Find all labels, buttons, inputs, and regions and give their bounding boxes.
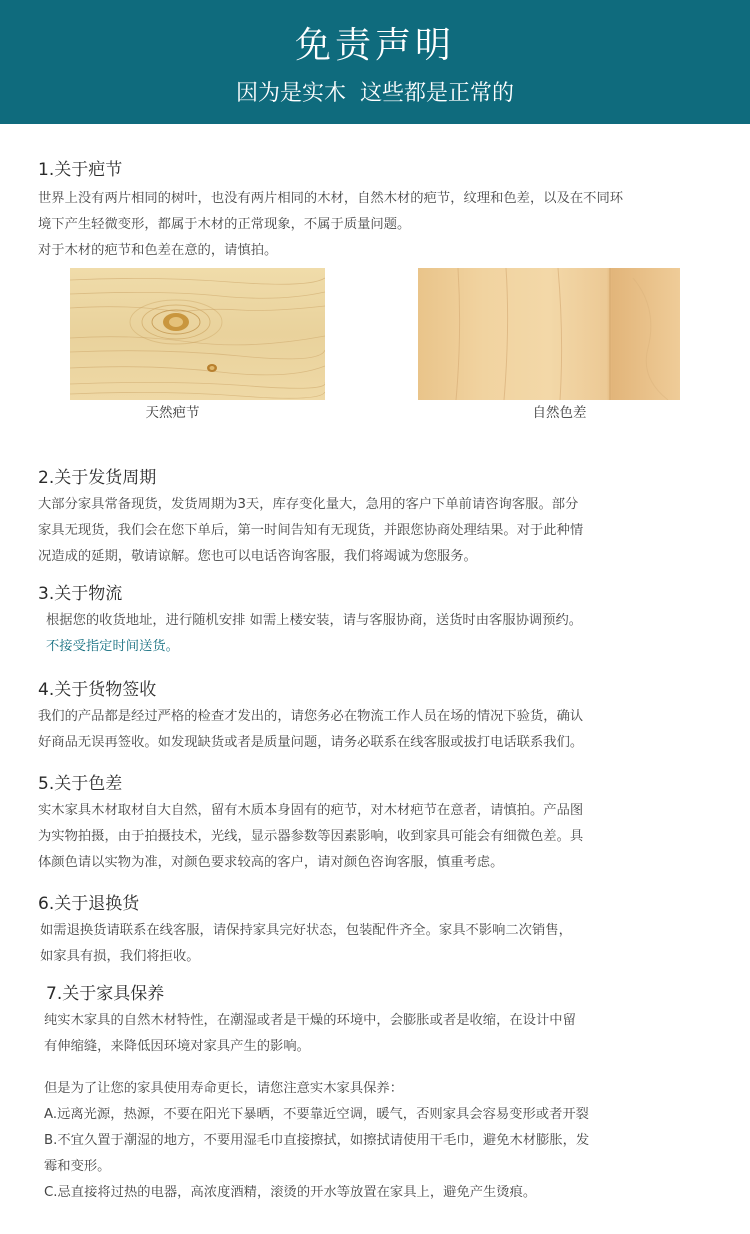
body-line: C.忌直接将过热的电器，高浓度酒精，滚烫的开水等放置在家具上，避免产生烫痕。 <box>44 1185 537 1200</box>
photo-caption-knots: 天然疤节 <box>145 405 200 421</box>
page-subtitle: 因为是实木 这些都是正常的 <box>236 81 514 106</box>
section-body-knots <box>38 186 718 264</box>
page-title: 免责声明 <box>294 25 455 66</box>
body-line: B.不宜久置于潮湿的地方，不要用湿毛巾直接擦拭，如擦拭请使用干毛巾，避免木材膨胀，发 <box>44 1133 590 1148</box>
body-line: 好商品无误再签收。如发现缺货或者是质量问题，请务必联系在线客服或拔打电话联系我们。 <box>38 735 584 750</box>
section-heading-color-difference: 5.关于色差 <box>38 774 123 794</box>
section-body-maintenance <box>44 1008 724 1060</box>
section-heading-knots: 1.关于疤节 <box>38 160 123 180</box>
section-heading-maintenance: 7.关于家具保养 <box>46 984 165 1004</box>
section-body-maintenance-tips <box>44 1076 724 1206</box>
body-line: 纯实木家具的自然木材特性，在潮湿或者是干燥的环境中，会膨胀或者是收缩，在设计中留 <box>44 1013 576 1028</box>
body-line: 霉和变形。 <box>44 1159 111 1174</box>
section-body-returns <box>40 918 720 970</box>
body-line: 大部分家具常备现货，发货周期为3天，库存变化量大，急用的客户下单前请咨询客服。部分 <box>38 497 579 512</box>
section-body-color-difference <box>38 798 718 876</box>
section-heading-logistics: 3.关于物流 <box>38 584 123 604</box>
header-banner <box>0 0 750 124</box>
body-line: 如需退换货请联系在线客服，请保持家具完好状态，包装配件齐全。家具不影响二次销售， <box>40 923 572 938</box>
section-body-logistics <box>46 608 726 660</box>
body-line: 根据您的收货地址，进行随机安排 如需上楼安装，请与客服协商，送货时由客服协调预约。 <box>46 613 583 628</box>
body-line: 我们的产品都是经过严格的检查才发出的，请您务必在物流工作人员在场的情况下验货，确认 <box>38 709 584 724</box>
body-line: 有伸缩缝，来降低因环境对家具产生的影响。 <box>44 1039 310 1054</box>
wood-knot-photo <box>70 268 325 400</box>
body-line: A.远离光源，热源，不要在阳光下暴晒，不要靠近空调，暖气，否则家具会容易变形或者开裂 <box>44 1107 589 1122</box>
body-line: 世界上没有两片相同的树叶，也没有两片相同的木材，自然木材的疤节，纹理和色差，以及在不同环 <box>38 191 624 206</box>
section-heading-signoff: 4.关于货物签收 <box>38 680 157 700</box>
section-body-delivery-cycle <box>38 492 718 570</box>
photo-caption-color: 自然色差 <box>532 405 587 421</box>
body-line: 为实物拍摄，由于拍摄技术，光线，显示器参数等因素影响，收到家具可能会有细微色差。具 <box>38 829 584 844</box>
body-line: 如家具有损，我们将拒收。 <box>40 949 200 964</box>
section-body-signoff <box>38 704 718 756</box>
wood-color-variation-photo <box>418 268 680 400</box>
body-line: 境下产生轻微变形，都属于木材的正常现象，不属于质量问题。 <box>38 217 411 232</box>
body-line: 况造成的延期，敬请谅解。您也可以电话咨询客服，我们将竭诚为您服务。 <box>38 549 477 564</box>
body-line: 实木家具木材取材自大自然，留有木质本身固有的疤节，对木材疤节在意者，请慎拍。产品图 <box>38 803 584 818</box>
section-heading-delivery-cycle: 2.关于发货周期 <box>38 468 157 488</box>
body-line: 体颜色请以实物为准，对颜色要求较高的客户，请对颜色咨询客服，慎重考虑。 <box>38 855 504 870</box>
highlight-notice: 不接受指定时间送货。 <box>46 639 179 654</box>
body-line: 但是为了让您的家具使用寿命更长，请您注意实木家具保养： <box>44 1081 404 1096</box>
body-line: 对于木材的疤节和色差在意的，请慎拍。 <box>38 243 278 258</box>
body-line: 家具无现货，我们会在您下单后，第一时间告知有无现货，并跟您协商处理结果。对于此种情 <box>38 523 584 538</box>
section-heading-returns: 6.关于退换货 <box>38 894 140 914</box>
